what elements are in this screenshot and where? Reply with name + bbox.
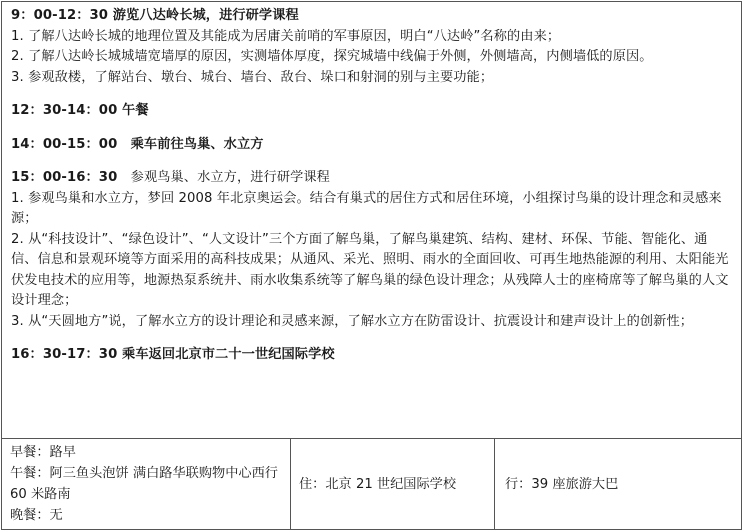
transport-cell — [495, 439, 741, 530]
lodging-text: 住：北京 21 世纪国际学校 — [299, 477, 457, 492]
session-5-title: 16：30-17：30 乘车返回北京市二十一世纪国际学校 — [11, 347, 335, 362]
logistics-row — [2, 439, 741, 530]
transport-text: 行：39 座旅游大巴 — [505, 477, 619, 492]
session-3-title: 14：00-15：00 乘车前往鸟巢、水立方 — [11, 136, 264, 152]
breakfast-text: 早餐：路早 — [10, 445, 76, 460]
session-2-title: 12：30-14：00 午餐 — [11, 103, 149, 118]
schedule-cell — [2, 2, 741, 439]
dinner-text: 晚餐：无 — [10, 508, 63, 523]
session-1-item-2: 2. 了解八达岭长城城墙宽墙厚的原因，实测墙体厚度，探究城墙中线偏于外侧，外侧墙高，内侧墙低的原因。 — [11, 49, 653, 64]
meals-cell — [2, 439, 291, 530]
lodging-cell — [291, 439, 495, 530]
session-4-item-1: 1. 参观鸟巢和水立方，梦回 2008 年北京奥运会。结合有巢式的居住方式和居住环境，小组探讨鸟巢的设计理念和灵感来源； — [11, 190, 722, 226]
session-1-title: 9：00-12：30 游览八达岭长城，进行研学课程 — [11, 8, 299, 23]
session-4-time: 15：00-16：30 — [11, 170, 118, 185]
session-4-item-2: 2. 从“科技设计”、“绿色设计”、“人文设计”三个方面了解鸟巢，了解鸟巢建筑、结构、建材、环保、节能、智能化、通信、信息和景观环境等方面采用的高科技成果；从通风、采光、照明、雨水的全面回收、可再生地热能源的利用、太阳能光伏发电技术的应用等，地源热泵系统井、雨水收集系统等了解鸟巢的绿色设计理念；从残障人士的座椅席等了解鸟巢的人文设计理念； — [11, 231, 729, 308]
session-1-item-3: 3. 参观敌楼，了解站台、墩台、城台、墙台、敌台、垛口和射洞的别与主要功能； — [11, 69, 494, 85]
itinerary-table — [1, 1, 742, 530]
session-4-desc: 参观鸟巢、水立方，进行研学课程 — [130, 170, 330, 185]
session-1-item-1: 1. 了解八达岭长城的地理位置及其能成为居庸关前哨的军事原因，明白“八达岭”名称的由来； — [11, 28, 561, 44]
lunch-text: 午餐：阿三鱼头泡饼 满白路华联购物中心西行 60 米路南 — [10, 466, 278, 502]
session-4-item-3: 3. 从“天圆地方”说，了解水立方的设计理论和灵感来源，了解水立方在防雷设计、抗震设计和建声设计上的创新性； — [11, 313, 694, 329]
session-4-title — [11, 168, 733, 189]
